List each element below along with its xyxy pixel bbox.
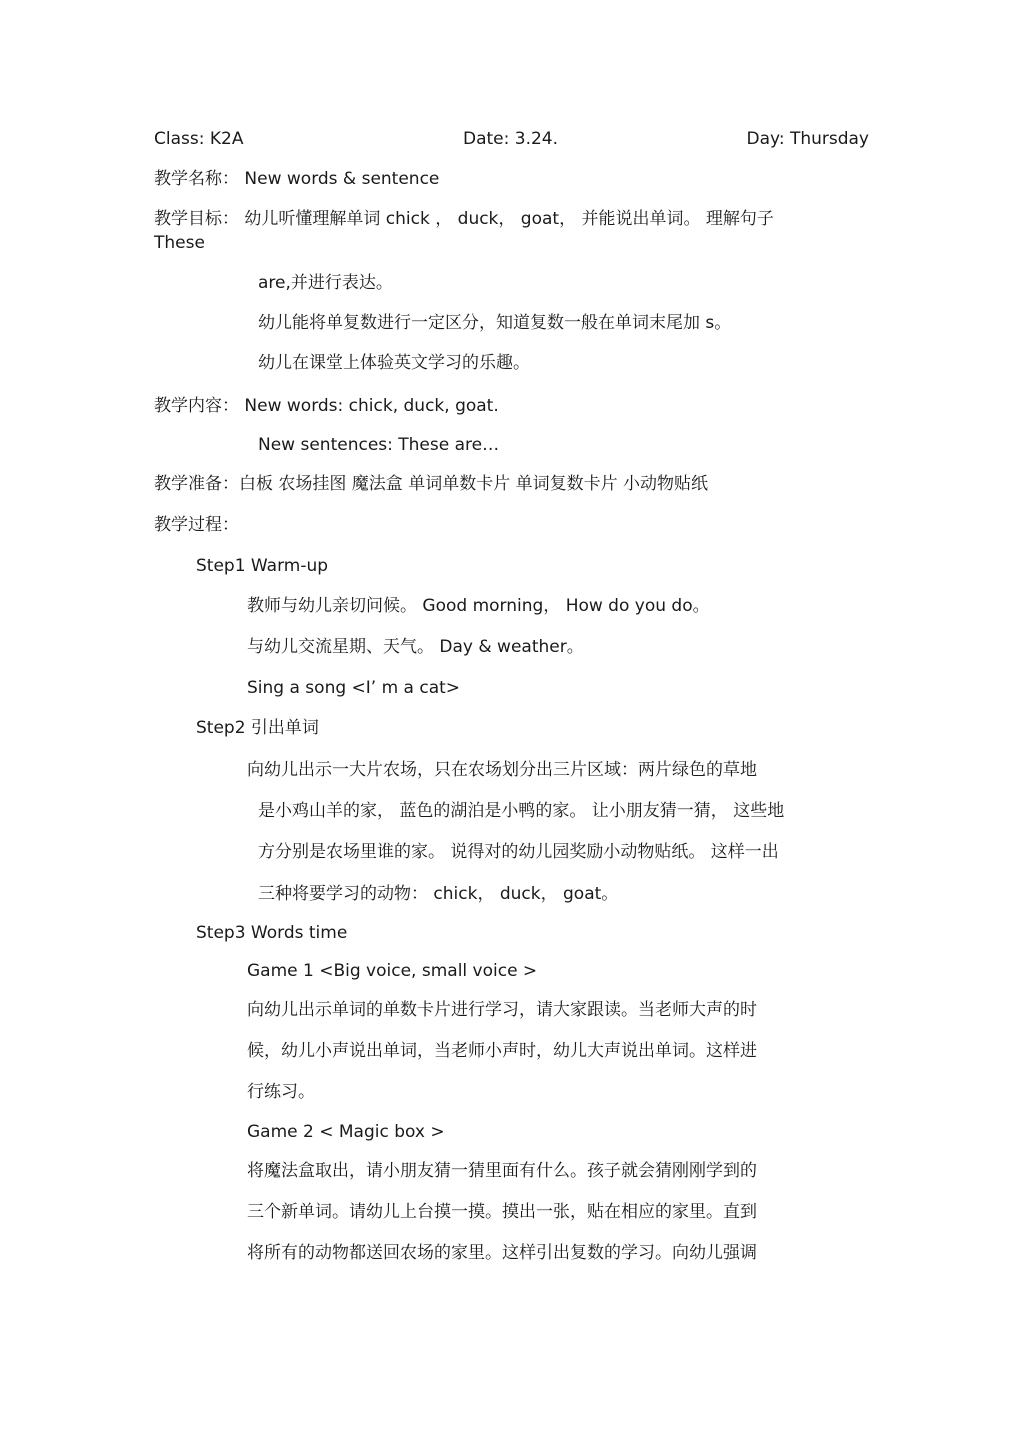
step-heading: Step1 Warm-up: [196, 556, 329, 576]
step-text: 行练习。: [247, 1082, 315, 1102]
step-text: 与幼儿交流星期、天气。 Day & weather。: [247, 637, 584, 657]
objective-line: 教学目标： 幼儿听懂理解单词 chick ， duck， goat， 并能说出单词。 理解句子: [154, 209, 774, 229]
content-line: New sentences: These are…: [258, 435, 500, 455]
content-line: 教学内容： New words: chick, duck, goat.: [154, 396, 499, 416]
step-heading: Step2 引出单词: [196, 718, 319, 738]
game-heading: Game 1 <Big voice, small voice >: [247, 961, 538, 981]
step-text: 向幼儿出示单词的单数卡片进行学习，请大家跟读。当老师大声的时: [247, 1000, 757, 1020]
step-text: 将所有的动物都送回农场的家里。这样引出复数的学习。向幼儿强调: [247, 1243, 757, 1263]
step-text: 是小鸡山羊的家， 蓝色的湖泊是小鸭的家。 让小朋友猜一猜， 这些地: [258, 801, 785, 821]
objective-line: 幼儿能将单复数进行一定区分，知道复数一般在单词末尾加 s。: [258, 313, 732, 333]
date-label: Date: 3.24.: [463, 129, 559, 149]
step-text: Sing a song <I’ m a cat>: [247, 678, 461, 698]
process-heading: 教学过程：: [154, 515, 239, 535]
objective-line: These: [154, 233, 205, 253]
step-heading: Step3 Words time: [196, 923, 348, 943]
preparation-line: 教学准备：白板 农场挂图 魔法盒 单词单数卡片 单词复数卡片 小动物贴纸: [154, 474, 709, 494]
step-text: 方分别是农场里谁的家。 说得对的幼儿园奖励小动物贴纸。 这样一出: [258, 842, 779, 862]
step-text: 三个新单词。请幼儿上台摸一摸。摸出一张，贴在相应的家里。直到: [247, 1202, 757, 1222]
step-text: 将魔法盒取出，请小朋友猜一猜里面有什么。孩子就会猜刚刚学到的: [247, 1161, 757, 1181]
objective-line: 幼儿在课堂上体验英文学习的乐趣。: [258, 353, 530, 373]
step-text: 候，幼儿小声说出单词，当老师小声时，幼儿大声说出单词。这样进: [247, 1041, 757, 1061]
objective-line: are,并进行表达。: [258, 273, 393, 293]
game-heading: Game 2 < Magic box >: [247, 1122, 445, 1142]
lesson-title: 教学名称： New words & sentence: [154, 169, 440, 189]
step-text: 向幼儿出示一大片农场，只在农场划分出三片区域：两片绿色的草地: [247, 760, 757, 780]
step-text: 三种将要学习的动物： chick， duck， goat。: [258, 884, 619, 904]
step-text: 教师与幼儿亲切问候。 Good morning， How do you do。: [247, 596, 710, 616]
day-label: Day: Thursday: [746, 129, 869, 149]
class-label: Class: K2A: [154, 129, 244, 149]
